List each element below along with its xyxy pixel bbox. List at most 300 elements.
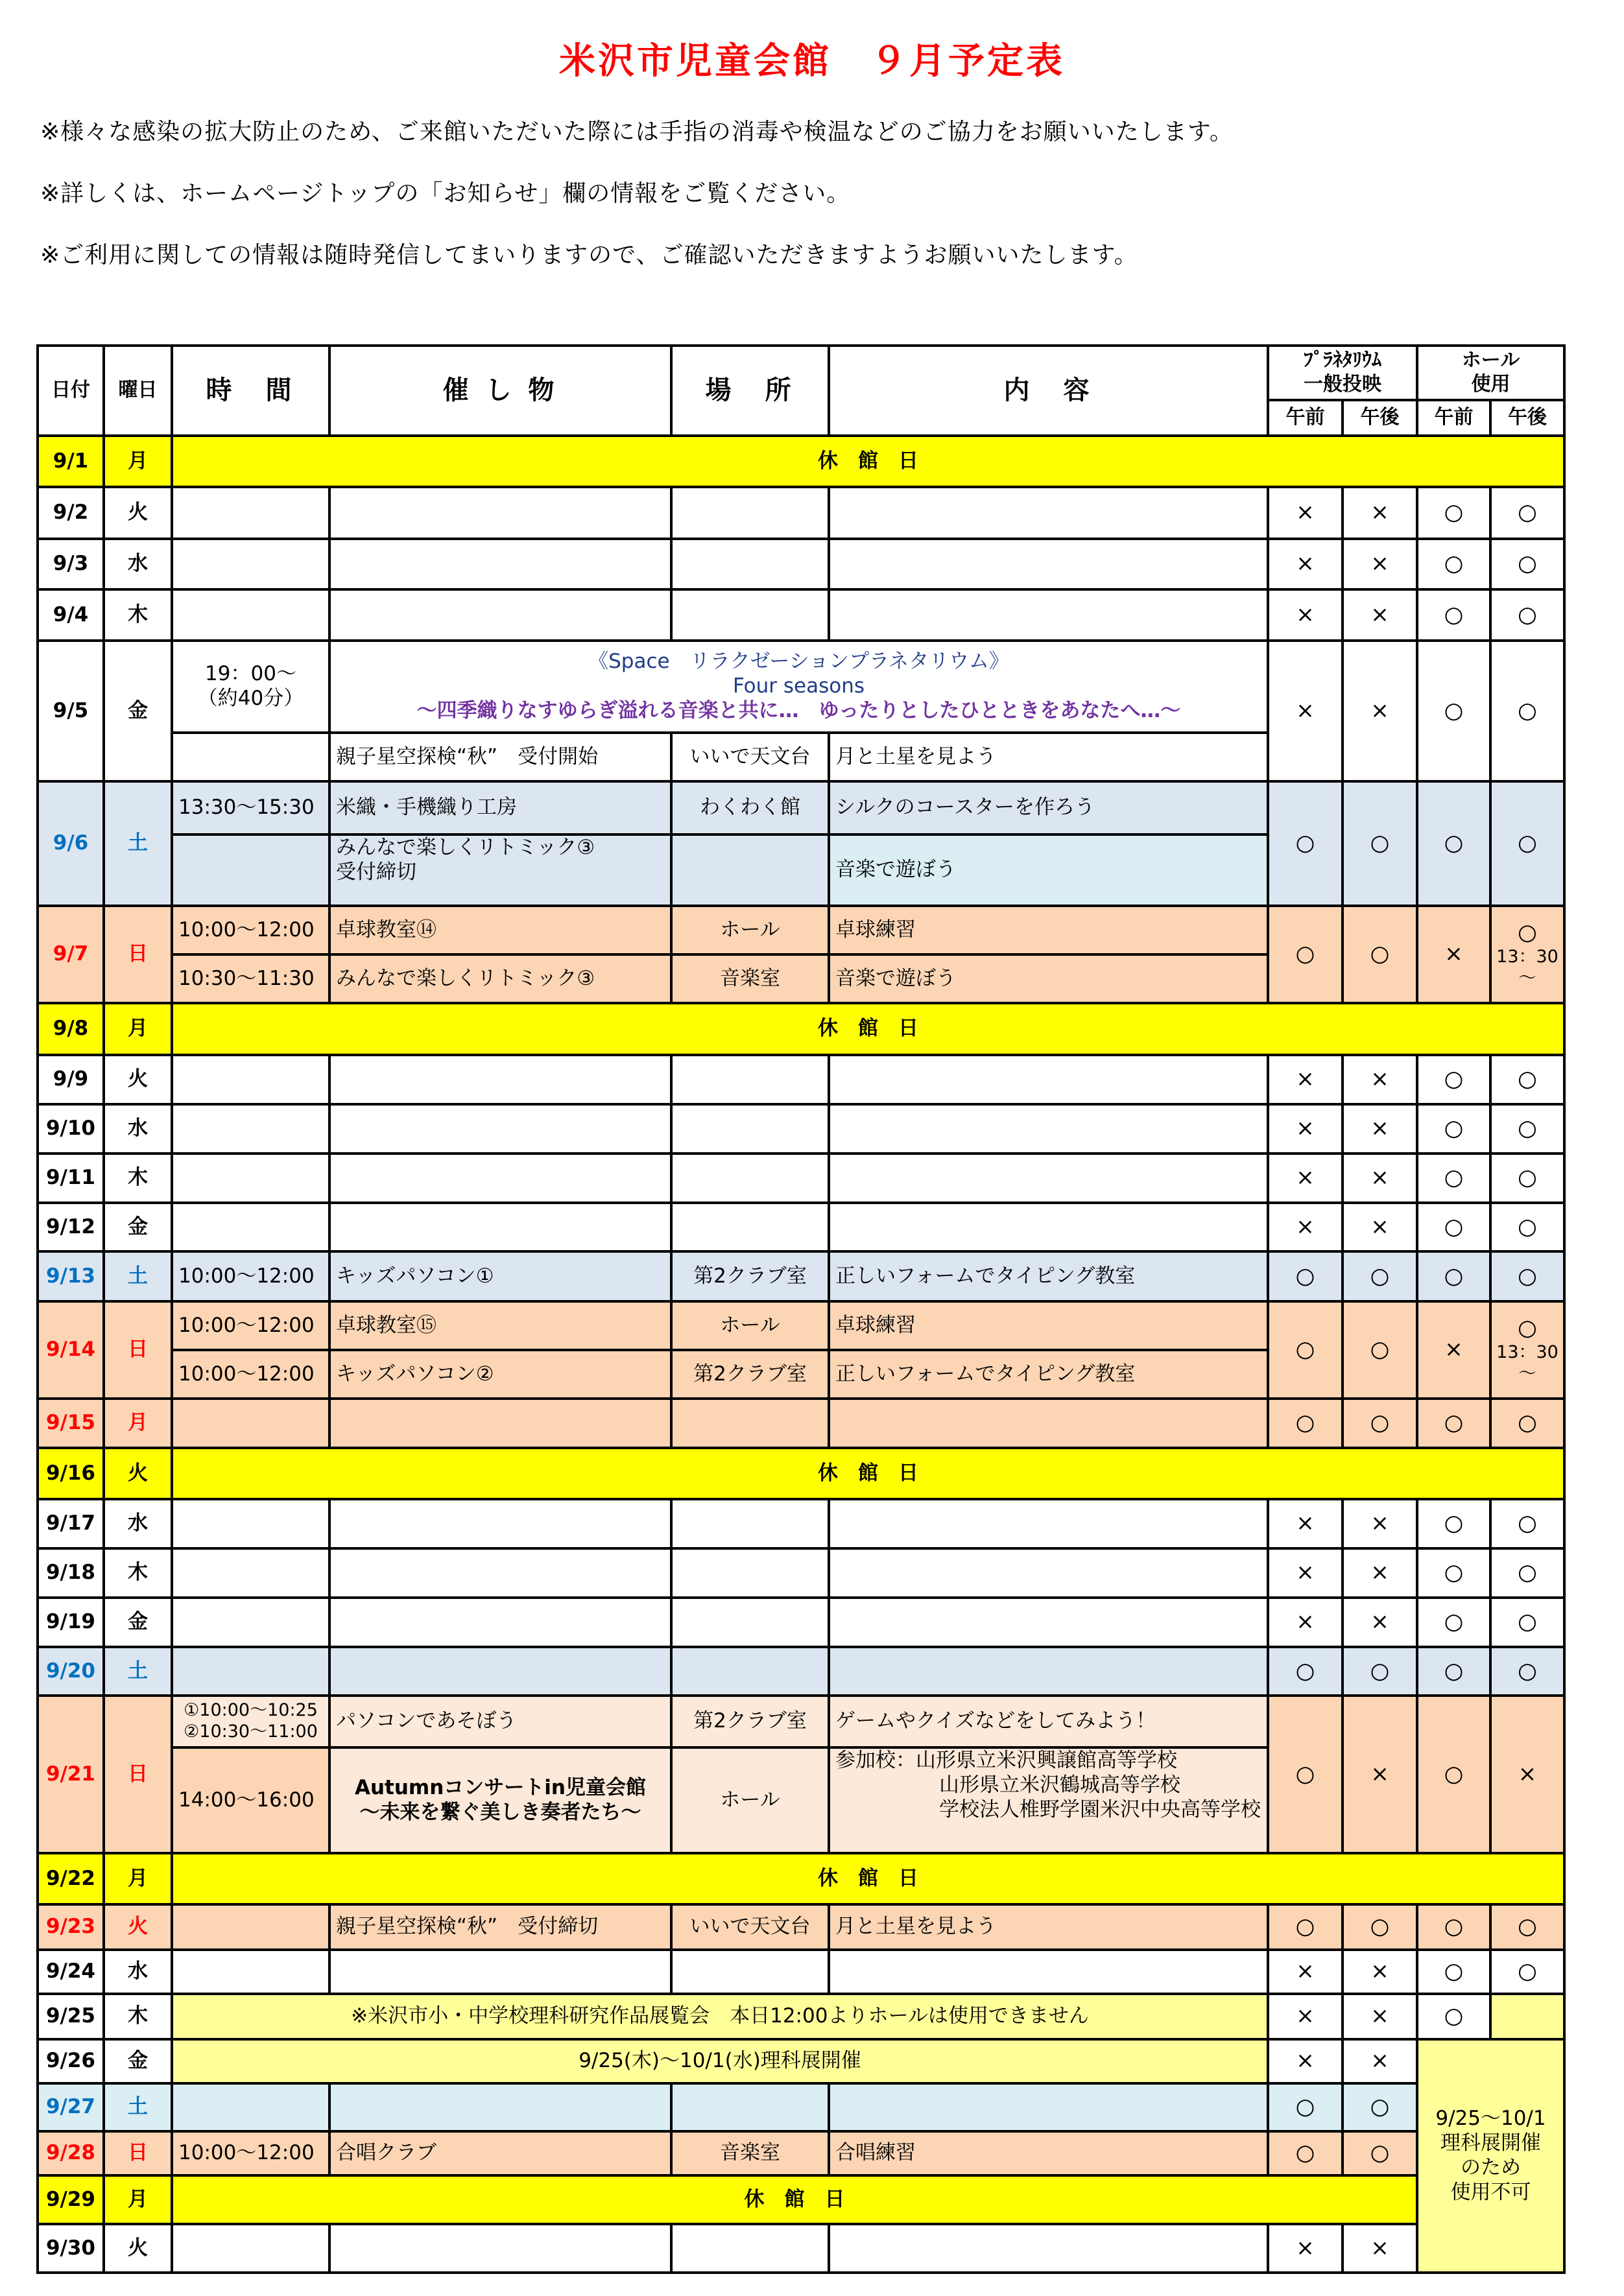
date-cell: 9/25 (36, 1993, 105, 2041)
event-cell: 親子星空探検“秋” 受付開始 (328, 731, 673, 783)
date-cell: 9/28 (36, 2130, 105, 2177)
time-cell (171, 1694, 331, 1749)
place-cell (670, 1948, 830, 1995)
event-cell (328, 588, 673, 642)
place-cell (670, 1596, 830, 1648)
time-cell (171, 1397, 331, 1449)
text-line: ～ (1518, 967, 1536, 988)
date-cell: 9/2 (36, 486, 105, 540)
availability-h-am: ○ (1416, 1596, 1492, 1648)
time-cell (171, 2223, 331, 2274)
dow-cell: 土 (102, 2082, 173, 2133)
text-line: ～未来を繋ぐ美しき奏者たち～ (359, 1800, 641, 1824)
notice-line: ※ご利用に関しての情報は随時発信してまいりますので、ご確認いただきますようお願いいたします。 (40, 242, 1138, 268)
availability-p-pm: × (1341, 2223, 1418, 2274)
availability-p-pm: × (1341, 588, 1418, 642)
dow-cell: 火 (102, 1054, 173, 1106)
availability-p-pm: ○ (1341, 780, 1418, 907)
dow-cell: 火 (102, 2223, 173, 2274)
event-cell (328, 1054, 673, 1106)
time-cell (171, 538, 331, 591)
event-cell (328, 1646, 673, 1697)
availability-p-pm: × (1341, 1201, 1418, 1253)
availability-p-am: × (1267, 1103, 1344, 1155)
time-cell (171, 1054, 331, 1106)
time-cell (171, 833, 331, 907)
event-cell: 米織・手機織り工房 (328, 780, 673, 836)
text-line: ②10:30～11:00 (184, 1722, 318, 1742)
content-cell (828, 1201, 1269, 1253)
header-time: 時 間 (171, 344, 331, 437)
availability-h-pm: ○ (1489, 1498, 1566, 1550)
availability-h-pm: ○ (1489, 538, 1566, 591)
dow-cell: 月 (102, 1002, 173, 1056)
date-cell: 9/14 (36, 1300, 105, 1400)
dow-cell: 金 (102, 639, 173, 783)
availability-p-pm: ○ (1341, 905, 1418, 1004)
availability-p-pm: ○ (1341, 2130, 1418, 2177)
date-cell: 9/27 (36, 2082, 105, 2133)
dow-cell: 水 (102, 1498, 173, 1550)
text-line: みんなで楽しくリトミック③ (336, 836, 595, 859)
content-cell (828, 1152, 1269, 1204)
text-line: 13：30 (1496, 1342, 1558, 1362)
event-cell: キッズパソコン① (328, 1250, 673, 1303)
availability-p-am: × (1267, 2223, 1344, 2274)
text-line: 使用不可 (1450, 2180, 1531, 2204)
availability-p-am: × (1267, 1596, 1344, 1648)
dow-cell: 日 (102, 1300, 173, 1400)
availability-p-am: × (1267, 2038, 1344, 2085)
availability-h-pm: ○ (1489, 780, 1566, 907)
place-cell (670, 486, 830, 540)
time-cell (171, 731, 331, 783)
place-cell (670, 2223, 830, 2274)
availability-p-am: × (1267, 1547, 1344, 1599)
availability-p-pm: × (1341, 1596, 1418, 1648)
availability-p-am: × (1267, 538, 1344, 591)
dow-cell: 火 (102, 1447, 173, 1500)
availability-p-pm: × (1341, 486, 1418, 540)
text-line: （約40分） (197, 687, 304, 710)
event-cell (328, 538, 673, 591)
availability-p-pm: ○ (1341, 1646, 1418, 1697)
dow-cell: 月 (102, 2174, 173, 2225)
notice-line: ※詳しくは、ホームページトップの「お知らせ」欄の情報をご覧ください。 (40, 180, 851, 207)
dow-cell: 土 (102, 1646, 173, 1697)
content-cell: 卓球練習 (828, 1300, 1269, 1351)
closed-day-banner: 休 館 日 (171, 1447, 1566, 1500)
place-cell (670, 1152, 830, 1204)
place-cell (670, 1054, 830, 1106)
availability-h-am: ○ (1416, 486, 1492, 540)
time-cell (171, 639, 331, 734)
content-cell: 正しいフォームでタイピング教室 (828, 1349, 1269, 1400)
availability-h-pm: ○ (1489, 1201, 1566, 1253)
availability-p-am: ○ (1267, 1300, 1344, 1400)
dow-cell: 水 (102, 1103, 173, 1155)
availability-h-pm: ○ (1489, 1103, 1566, 1155)
page-title: 米沢市児童会館 ９月予定表 (559, 40, 1065, 82)
header-event: 催 し 物 (328, 344, 673, 437)
availability-p-am: × (1267, 1993, 1344, 2041)
availability-h-am: ○ (1416, 1903, 1492, 1951)
content-cell (828, 1646, 1269, 1697)
exhibit-notice: ※米沢市小・中学校理科研究作品展覧会 本日12:00よりホールは使用できません (171, 1993, 1269, 2041)
availability-p-pm: × (1341, 538, 1418, 591)
place-cell: ホール (670, 1300, 830, 1351)
availability-h-am: × (1416, 905, 1492, 1004)
availability-p-am: × (1267, 1201, 1344, 1253)
availability-p-pm: × (1341, 1547, 1418, 1599)
header-hall-pm: 午後 (1489, 399, 1566, 437)
date-cell: 9/9 (36, 1054, 105, 1106)
place-cell: いいで天文台 (670, 731, 830, 783)
availability-h-am: ○ (1416, 1397, 1492, 1449)
header-date: 日付 (36, 344, 105, 437)
dow-cell: 木 (102, 1152, 173, 1204)
availability-h-am: ○ (1416, 639, 1492, 783)
planetarium-event-cell (328, 639, 1269, 734)
text-line: ホール (1461, 349, 1520, 372)
event-cell (328, 1948, 673, 1995)
event-cell (328, 1596, 673, 1648)
event-cell: キッズパソコン② (328, 1349, 673, 1400)
availability-h-am: ○ (1416, 1103, 1492, 1155)
content-cell (828, 1103, 1269, 1155)
availability-h-am: ○ (1416, 1250, 1492, 1303)
dow-cell: 日 (102, 905, 173, 1004)
availability-h-am: ○ (1416, 1646, 1492, 1697)
date-cell: 9/23 (36, 1903, 105, 1951)
availability-h-pm (1489, 1300, 1566, 1400)
availability-p-am: ○ (1267, 1646, 1344, 1697)
availability-h-am: ○ (1416, 1498, 1492, 1550)
time-cell: 10:00～12:00 (171, 1349, 331, 1400)
availability-h-pm: ○ (1489, 588, 1566, 642)
place-cell: 第2クラブ室 (670, 1694, 830, 1749)
content-cell (828, 1054, 1269, 1106)
place-cell: いいで天文台 (670, 1903, 830, 1951)
place-cell (670, 2082, 830, 2133)
dow-cell: 水 (102, 538, 173, 591)
content-cell (828, 486, 1269, 540)
availability-p-am: ○ (1267, 2082, 1344, 2133)
time-cell: 13:30～15:30 (171, 780, 331, 836)
dow-cell: 金 (102, 1596, 173, 1648)
dow-cell: 金 (102, 1201, 173, 1253)
place-cell: わくわく館 (670, 780, 830, 836)
event-cell (328, 1103, 673, 1155)
date-cell: 9/22 (36, 1852, 105, 1906)
time-cell (171, 1948, 331, 1995)
hall-unavailable-notice (1416, 2038, 1566, 2274)
date-cell: 9/7 (36, 905, 105, 1004)
time-cell (171, 1103, 331, 1155)
text-line: 19：00～ (205, 662, 296, 686)
dow-cell: 月 (102, 1397, 173, 1449)
content-cell (828, 1596, 1269, 1648)
time-cell: 14:00～16:00 (171, 1746, 331, 1854)
availability-h-am: ○ (1416, 1993, 1492, 2041)
dow-cell: 月 (102, 1852, 173, 1906)
availability-p-pm: × (1341, 1498, 1418, 1550)
place-cell (670, 1397, 830, 1449)
date-cell: 9/8 (36, 1002, 105, 1056)
availability-p-pm: × (1341, 639, 1418, 783)
availability-p-pm: ○ (1341, 1250, 1418, 1303)
availability-h-am: ○ (1416, 538, 1492, 591)
header-dow: 曜日 (102, 344, 173, 437)
place-cell (670, 833, 830, 907)
place-cell (670, 538, 830, 591)
availability-h-am: ○ (1416, 1547, 1492, 1599)
content-cell: 音楽で遊ぼう (828, 833, 1269, 907)
event-cell (328, 1547, 673, 1599)
time-cell: 10:00～12:00 (171, 905, 331, 956)
header-hall-am: 午前 (1416, 399, 1492, 437)
availability-p-am: × (1267, 1498, 1344, 1550)
availability-h-pm: ○ (1489, 1903, 1566, 1951)
availability-p-am: × (1267, 588, 1344, 642)
text-line: 受付締切 (336, 860, 416, 884)
date-cell: 9/16 (36, 1447, 105, 1500)
availability-p-am: ○ (1267, 1694, 1344, 1854)
availability-h-pm: ○ (1489, 1646, 1566, 1697)
content-cell: 月と土星を見よう (828, 1903, 1269, 1951)
time-cell (171, 2082, 331, 2133)
notice-line: ※様々な感染の拡大防止のため、ご来館いただいた際には手指の消毒や検温などのご協力をお願いいたします。 (40, 119, 1234, 145)
text-line: ～四季織りなすゆらぎ溢れる音楽と共に… ゆったりとしたひとときをあなたへ…～ (416, 698, 1181, 722)
time-cell: 10:30～11:30 (171, 953, 331, 1004)
dow-cell: 金 (102, 2038, 173, 2085)
availability-p-pm: ○ (1341, 1397, 1418, 1449)
place-cell (670, 1201, 830, 1253)
time-cell: 10:00～12:00 (171, 1300, 331, 1351)
date-cell: 9/21 (36, 1694, 105, 1854)
time-cell (171, 486, 331, 540)
availability-p-am: ○ (1267, 905, 1344, 1004)
availability-h-am: ○ (1416, 1201, 1492, 1253)
dow-cell: 火 (102, 1903, 173, 1951)
time-cell: 10:00～12:00 (171, 2130, 331, 2177)
availability-p-pm: × (1341, 1152, 1418, 1204)
place-cell (670, 1646, 830, 1697)
place-cell (670, 1498, 830, 1550)
availability-h-pm: ○ (1489, 1397, 1566, 1449)
availability-p-am: × (1267, 1054, 1344, 1106)
content-cell: 音楽で遊ぼう (828, 953, 1269, 1004)
availability-h-pm (1489, 905, 1566, 1004)
text-line: 使用 (1471, 373, 1511, 396)
availability-h-pm: ○ (1489, 1152, 1566, 1204)
event-cell (328, 2223, 673, 2274)
availability-h-pm: ○ (1489, 1054, 1566, 1106)
text-line: ﾌﾟﾗﾈﾀﾘｳﾑ (1304, 349, 1381, 372)
availability-h-am: ○ (1416, 588, 1492, 642)
availability-h-pm: ○ (1489, 1547, 1566, 1599)
header-planetarium-am: 午前 (1267, 399, 1344, 437)
place-cell: 音楽室 (670, 2130, 830, 2177)
availability-p-pm: ○ (1341, 2082, 1418, 2133)
time-cell (171, 1498, 331, 1550)
availability-p-pm: ○ (1341, 1903, 1418, 1951)
event-cell: みんなで楽しくリトミック③ (328, 953, 673, 1004)
content-cell (828, 1948, 1269, 1995)
time-cell (171, 588, 331, 642)
event-cell: 親子星空探検“秋” 受付締切 (328, 1903, 673, 1951)
text-line: 13：30 (1496, 946, 1558, 967)
content-cell (828, 1547, 1269, 1599)
content-cell: 正しいフォームでタイピング教室 (828, 1250, 1269, 1303)
availability-h-am: × (1416, 1300, 1492, 1400)
event-cell: 卓球教室⑮ (328, 1300, 673, 1351)
availability-p-am: ○ (1267, 1903, 1344, 1951)
content-cell (828, 1746, 1269, 1854)
availability-h-pm: ○ (1489, 639, 1566, 783)
content-cell (828, 538, 1269, 591)
content-cell: 合唱練習 (828, 2130, 1269, 2177)
time-cell: 10:00～12:00 (171, 1250, 331, 1303)
availability-h-am: ○ (1416, 1152, 1492, 1204)
header-planetarium (1267, 344, 1418, 401)
availability-h-am: ○ (1416, 1054, 1492, 1106)
availability-h-pm: ○ (1489, 1596, 1566, 1648)
availability-p-am: × (1267, 639, 1344, 783)
date-cell: 9/18 (36, 1547, 105, 1599)
place-cell: ホール (670, 905, 830, 956)
availability-p-pm: × (1341, 1993, 1418, 2041)
date-cell: 9/24 (36, 1948, 105, 1995)
content-cell: シルクのコースターを作ろう (828, 780, 1269, 836)
exhibit-notice: 9/25(木)～10/1(水)理科展開催 (171, 2038, 1269, 2085)
place-cell: 第2クラブ室 (670, 1349, 830, 1400)
availability-h-pm: ○ (1489, 1948, 1566, 1995)
time-cell (171, 1596, 331, 1648)
dow-cell: 木 (102, 1547, 173, 1599)
content-cell (828, 1397, 1269, 1449)
dow-cell: 木 (102, 588, 173, 642)
availability-p-pm: × (1341, 2038, 1418, 2085)
availability-p-pm: × (1341, 1103, 1418, 1155)
place-cell: 音楽室 (670, 953, 830, 1004)
availability-h-pm: × (1489, 1694, 1566, 1854)
time-cell (171, 1903, 331, 1951)
availability-p-am: ○ (1267, 1250, 1344, 1303)
text-line: のため (1461, 2156, 1521, 2179)
event-cell: パソコンであそぼう (328, 1694, 673, 1749)
text-line: 山形県立米沢鶴城高等学校 (939, 1773, 1180, 1797)
text-line: ○ (1518, 919, 1537, 946)
place-cell (670, 1547, 830, 1599)
availability-p-am: × (1267, 1948, 1344, 1995)
availability-h-am: ○ (1416, 780, 1492, 907)
content-cell: 卓球練習 (828, 905, 1269, 956)
date-cell: 9/26 (36, 2038, 105, 2085)
availability-p-am: × (1267, 486, 1344, 540)
text-line: 一般投映 (1304, 373, 1381, 396)
availability-h-am: ○ (1416, 1948, 1492, 1995)
place-cell: 第2クラブ室 (670, 1250, 830, 1303)
date-cell: 9/12 (36, 1201, 105, 1253)
event-cell (328, 833, 673, 907)
date-cell: 9/29 (36, 2174, 105, 2225)
date-cell: 9/3 (36, 538, 105, 591)
header-content: 内 容 (828, 344, 1269, 437)
date-cell: 9/5 (36, 639, 105, 783)
closed-day-banner: 休 館 日 (171, 1002, 1566, 1056)
date-cell: 9/11 (36, 1152, 105, 1204)
date-cell: 9/4 (36, 588, 105, 642)
date-cell: 9/10 (36, 1103, 105, 1155)
date-cell: 9/1 (36, 434, 105, 488)
availability-h-pm: ○ (1489, 1250, 1566, 1303)
event-cell (328, 1201, 673, 1253)
dow-cell: 日 (102, 2130, 173, 2177)
content-cell (828, 2082, 1269, 2133)
content-cell (828, 588, 1269, 642)
dow-cell: 日 (102, 1694, 173, 1854)
availability-h-am: ○ (1416, 1694, 1492, 1854)
event-cell: 卓球教室⑭ (328, 905, 673, 956)
event-cell (328, 1152, 673, 1204)
availability-p-pm: ○ (1341, 1300, 1418, 1400)
event-cell (328, 1397, 673, 1449)
text-line: 理科展開催 (1440, 2131, 1541, 2155)
text-line: ○ (1518, 1315, 1537, 1342)
date-cell: 9/6 (36, 780, 105, 907)
header-hall (1416, 344, 1566, 401)
dow-cell: 木 (102, 1993, 173, 2041)
dow-cell: 火 (102, 486, 173, 540)
text-line: 《Space リラクゼーションプラネタリウム》 (588, 650, 1009, 674)
place-cell: ホール (670, 1746, 830, 1854)
text-line: 参加校：山形県立米沢興譲館高等学校 (835, 1749, 1177, 1772)
availability-p-am: ○ (1267, 1397, 1344, 1449)
place-cell (670, 1103, 830, 1155)
closed-day-banner: 休 館 日 (171, 434, 1566, 488)
time-cell (171, 1152, 331, 1204)
text-line: ①10:00～10:25 (184, 1700, 318, 1721)
dow-cell: 水 (102, 1948, 173, 1995)
date-cell: 9/17 (36, 1498, 105, 1550)
event-cell (328, 2082, 673, 2133)
place-cell (670, 588, 830, 642)
content-cell: ゲームやクイズなどをしてみよう！ (828, 1694, 1269, 1749)
hall-unavailable-top (1489, 1993, 1566, 2041)
date-cell: 9/13 (36, 1250, 105, 1303)
availability-p-pm: × (1341, 1054, 1418, 1106)
date-cell: 9/30 (36, 2223, 105, 2274)
time-cell (171, 1201, 331, 1253)
date-cell: 9/15 (36, 1397, 105, 1449)
event-cell (328, 1746, 673, 1854)
content-cell (828, 1498, 1269, 1550)
content-cell: 月と土星を見よう (828, 731, 1269, 783)
time-cell (171, 1646, 331, 1697)
header-place: 場 所 (670, 344, 830, 437)
text-line: Four seasons (732, 674, 865, 698)
availability-p-pm: × (1341, 1694, 1418, 1854)
content-cell (828, 2223, 1269, 2274)
date-cell: 9/19 (36, 1596, 105, 1648)
text-line: 学校法人椎野学園米沢中央高等学校 (939, 1797, 1261, 1821)
availability-p-am: ○ (1267, 780, 1344, 907)
availability-p-pm: × (1341, 1948, 1418, 1995)
header-planetarium-pm: 午後 (1341, 399, 1418, 437)
dow-cell: 土 (102, 1250, 173, 1303)
dow-cell: 月 (102, 434, 173, 488)
